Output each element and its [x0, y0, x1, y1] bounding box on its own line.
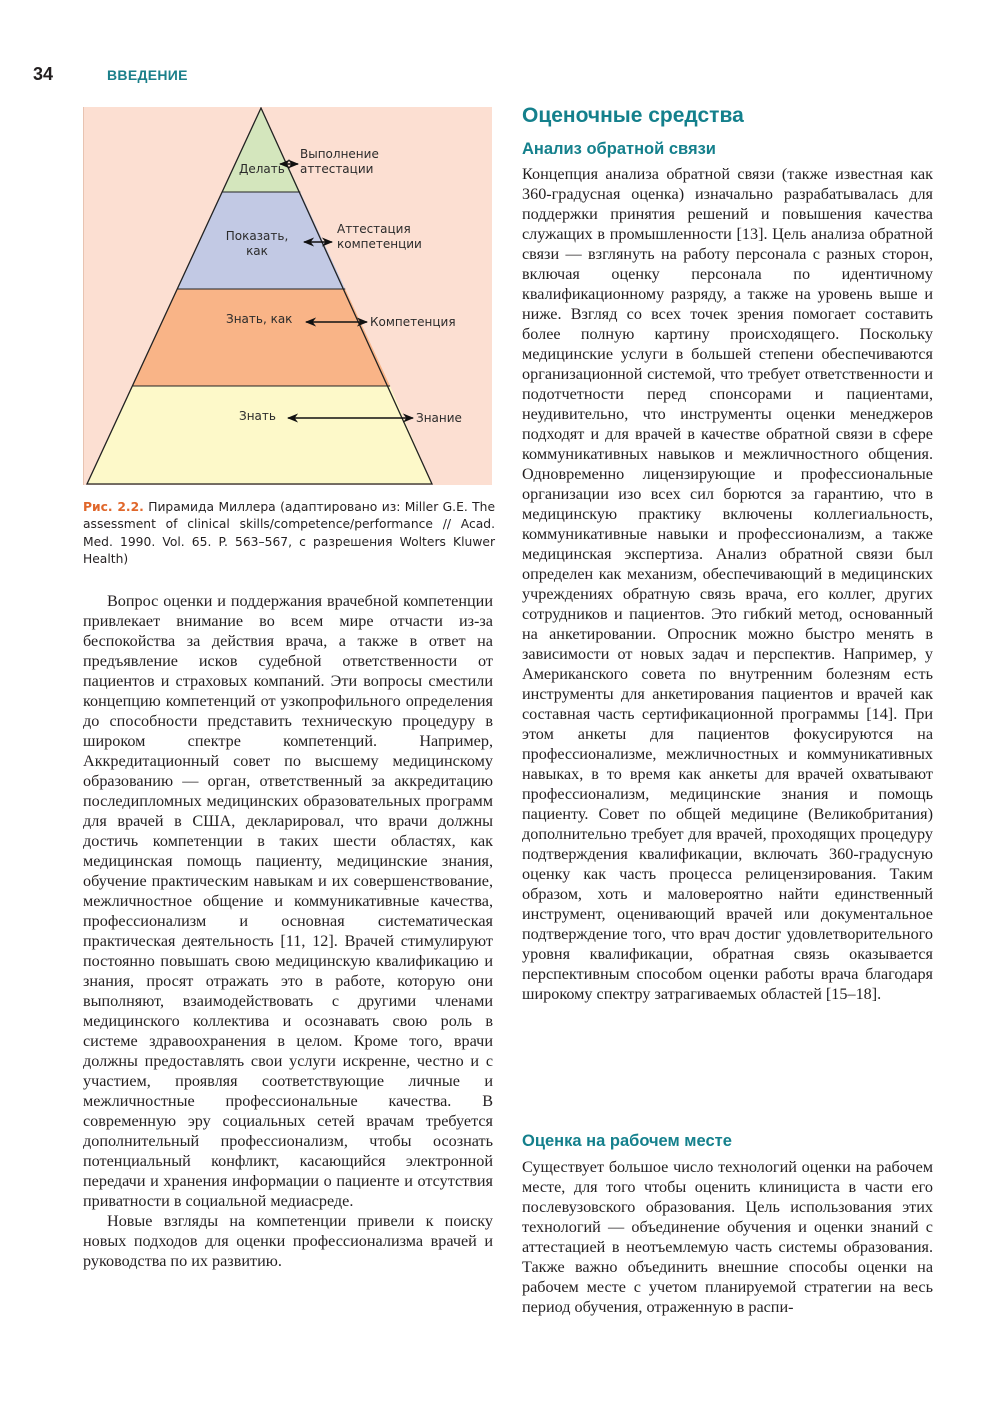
- level-label-shows-how-line1: Показать,: [225, 229, 289, 243]
- assessment-label-shows-how-line2: компетенции: [337, 237, 422, 251]
- section-name: ВВЕДЕНИЕ: [107, 67, 188, 83]
- assessment-label-knows-how: Компетенция: [370, 315, 456, 329]
- assessment-label-do: [300, 147, 379, 177]
- assessment-label-do-line1: Выполнение: [300, 147, 379, 161]
- body-paragraph: Концепция анализа обратной связи (также известная как 360-градусная оценка) изначально разрабатывалась для поддержки принятия решений и повышения качества служащих в промышленности [13]. Цель анализа обратной связи — взглянуть на работу персонала с разных сторон, включая оценку персонала по идентичному квалификационному разряду, а также на уровень выше и ниже. Взгляд со всех точек зрения помогает составить более полную картину происходящего. Поскольку медицинские услуги в большей степени обеспечиваются организационной системой, что требует ответственности и подотчетности перед спонсорами и пациентами, неудивительно, что инструменты оценки менеджеров подходят и для врачей в качестве обратной связи в сфере коммуникативных навыков и межличностного общения. Одновременно лицензирующие и профессиональные организации изо всех сил борются за гарантию, что в медицинскую практику включены коллегиальность, коммуникативные навыки и профессионализм, а также медицинская экспертиза. Анализ обратной связи был определен как механизм, обеспечивающий в медицинских учреждениях обратную связь врача, его коллег, других сотрудников и пациентов. Это гибкий метод, основанный на анкетировании. Опросник можно быстро менять в зависимости от новых задач и перспектив. Например, у Американского совета по внутренним болезням есть инструменты для анкетирования пациентов и врачей как составная часть сертификационной программы [14]. При этом анкеты для пациентов фокусируются на профессионализме, межличностных и коммуникативных навыках, в то время как анкеты для врачей охватывают профессионализм, медицинские знания и помощь пациенту. Совет по общей медицине (Великобритания) дополнительно требует для врачей, проходящих процедуру подтверждения квалификации, включать 360-градусную оценку как часть процесса релицензирования. Таким образом, хоть и маловероятно найти единственный инструмент, оценивающий врачей или документальное подтверждение того, что врач достиг удовлетворительного уровня квалификации, обратная связь оказывается перспективным способом оценки работы врача благодаря широкому спектру затрагиваемых областей [15–18].: [522, 165, 933, 1003]
- assessment-label-knows: Знание: [416, 411, 462, 425]
- layer-do: [222, 108, 301, 192]
- caption-text: Пирамида Миллера (адаптировано из: Miller G.E. The assessment of clinical skills/competence/performance // Acad. Med. 1990. Vol. 65. P. 563–567, с разрешения Wolters Kluwer Health): [83, 500, 496, 567]
- caption-number: Рис. 2.2.: [83, 500, 144, 514]
- right-column-text-1: [522, 164, 933, 1004]
- section-heading: Оценочные средства: [522, 104, 744, 127]
- level-label-knows: Знать: [239, 409, 276, 423]
- figure-caption: [83, 499, 495, 569]
- body-paragraph: Вопрос оценки и поддержания врачебной компетенции привлекает внимание во всем мире отчасти из-за беспокойства за действия врача, а также в ответ на предъявление исков судебной ответственности от пациентов и страховых компаний. Эти вопросы сместили концепцию компетенций от узкопрофильного определения до способности представить техническую процедуру в широком спектре компетенций. Например, Аккредитационный совет по высшему медицинскому образованию — орган, ответственный за аккредитацию последипломных медицинских образовательных программ для врачей в США, декларировал, что врачи должны достичь компетенции в таких шести областях, как медицинская помощь пациенту, медицинские знания, обучение практическим навыкам и их совершенствование, межличностное общение и коммуникативные качества, профессионализм и основная систематическая практическая деятельность [11, 12]. Врачей стимулируют постоянно повышать свою медицинскую квалификацию и знания, просят отражать это в работе, которую они выполняют, взаимодействовать с другими членами медицинского коллектива и осознавать свою роль в системе здравоохранения в целом. Кроме того, врачи должны предоставлять свои услуги искренне, честно и с участием, проявляя соответствующие личные и межличностные профессиональные качества. В современную эру социальных сетей врачам требуется дополнительный профессионализм, чтобы осознать потенциальный конфликт, касающийся электронной передачи и хранения информации о пациенте и отсутствия приватности в социальной медиасреде.: [83, 592, 493, 1210]
- subsection-heading-workplace: Оценка на рабочем месте: [522, 1132, 732, 1150]
- right-column-text-2: [522, 1157, 933, 1317]
- level-label-shows-how-line2: как: [246, 244, 268, 258]
- pyramid-diagram: [84, 107, 492, 485]
- body-paragraph: Новые взгляды на компетенции привели к поиску новых подходов для оценки профессионализма врачей и руководства по их развитию.: [83, 1212, 493, 1270]
- page-number: 34: [33, 64, 54, 84]
- level-label-shows-how: [224, 229, 290, 259]
- level-label-do: Делать: [239, 162, 285, 176]
- body-paragraph: Существует большое число технологий оценки на рабочем месте, для того чтобы оценить клинициста в части его послевузовского образования. Цель использования этих технологий — объединение обучения и оценки знаний с аттестацией в неотъемлемую часть системы образования. Также важно объединить внешние способы оценки на рабочем месте с учетом планируемой стратегии на весь период обучения, отраженную в распи-: [522, 1158, 933, 1316]
- assessment-label-do-line2: аттестации: [300, 162, 374, 176]
- running-head: [33, 64, 188, 86]
- layer-knows: [87, 386, 432, 484]
- left-column: [83, 591, 493, 1271]
- level-label-knows-how: Знать, как: [226, 312, 293, 326]
- assessment-label-shows-how: [337, 222, 422, 252]
- subsection-heading-feedback: Анализ обратной связи: [522, 140, 716, 158]
- miller-pyramid-figure: [83, 107, 492, 485]
- assessment-label-shows-how-line1: Аттестация: [337, 222, 411, 236]
